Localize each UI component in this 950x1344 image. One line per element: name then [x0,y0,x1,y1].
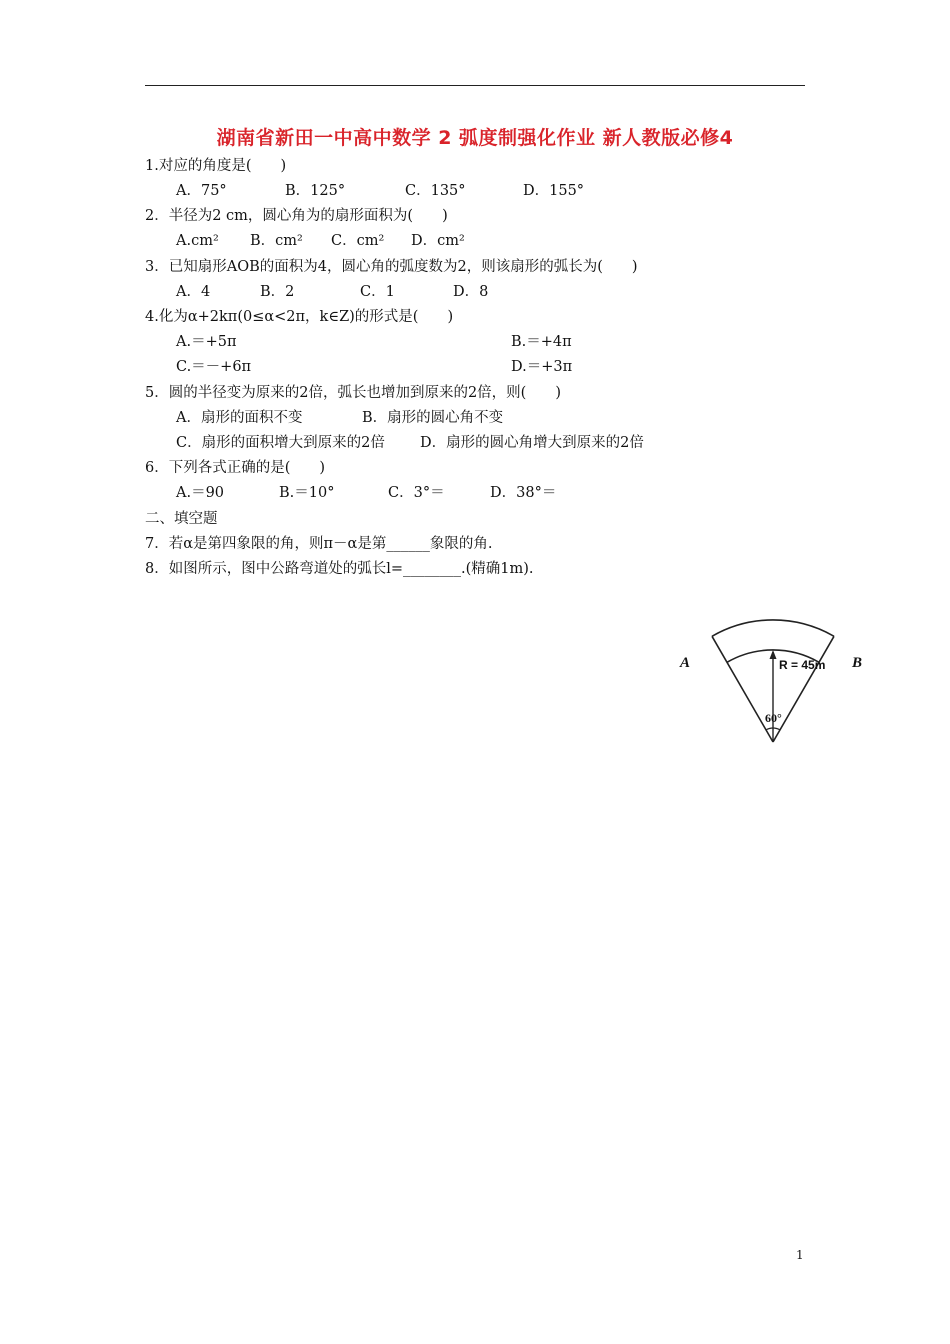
angle-label: 60° [765,711,782,725]
question-2-option-d: D．cm² [411,233,465,249]
section-heading: 二、填空题 [145,511,218,527]
question-3-option-d: D．8 [453,284,489,300]
question-1-option-a: A．75° [176,183,227,199]
radius-arrowhead [770,650,777,659]
question-4-option-a: A.＝+5π [176,334,237,350]
question-2: 2．半径为2 cm，圆心角为的扇形面积为( ) [145,208,448,224]
question-2-option-a: A.cm² [176,233,219,249]
question-2-option-c: C．cm² [331,233,385,249]
question-6-option-b: B.＝10° [279,485,335,501]
question-6-option-d: D．38°＝ [490,485,557,501]
page-number: 1 [796,1248,804,1262]
question-2-option-b: B．cm² [250,233,303,249]
sector-diagram [676,610,876,750]
road-curve-figure [676,610,876,754]
document-title: 湖南省新田一中高中数学 2 弧度制强化作业 新人教版必修4 [216,127,734,149]
question-4-option-b: B.＝+4π [511,334,572,350]
question-4: 4.化为α+2kπ(0≤α<2π，k∈Z)的形式是( ) [145,309,454,325]
question-8: 8．如图所示，图中公路弯道处的弧长l=________.(精确1m). [145,561,534,577]
question-3: 3．已知扇形AOB的面积为4，圆心角的弧度数为2，则该扇形的弧长为( ) [145,259,638,275]
question-1-option-d: D．155° [523,183,585,199]
question-1-option-c: C．135° [405,183,466,199]
label-a: A [680,655,691,671]
question-5-option-c: C．扇形的面积增大到原来的2倍 [176,435,385,451]
question-6-option-c: C．3°＝ [388,485,445,501]
question-3-option-a: A．4 [176,284,211,300]
question-1: 1.对应的角度是( ) [145,158,287,174]
question-5-option-d: D．扇形的圆心角增大到原来的2倍 [420,435,644,451]
question-7: 7．若α是第四象限的角，则π－α是第______象限的角. [145,536,493,552]
question-5: 5．圆的半径变为原来的2倍，弧长也增加到原来的2倍，则( ) [145,385,561,401]
question-4-option-c: C.＝－+6π [176,359,252,375]
top-rule [145,85,805,86]
right-radius [773,636,834,742]
label-b: B [852,655,863,671]
question-3-option-b: B．2 [260,284,295,300]
question-3-option-c: C．1 [360,284,395,300]
question-4-option-d: D.＝+3π [511,359,573,375]
radius-label: R = 45m [779,658,826,672]
question-6: 6．下列各式正确的是( ) [145,460,326,476]
question-6-option-a: A.＝90 [176,485,225,501]
question-5-option-b: B．扇形的圆心角不变 [362,410,504,426]
outer-arc [712,620,834,636]
question-1-option-b: B．125° [285,183,346,199]
left-radius [712,636,773,742]
question-5-option-a: A．扇形的面积不变 [176,410,303,426]
